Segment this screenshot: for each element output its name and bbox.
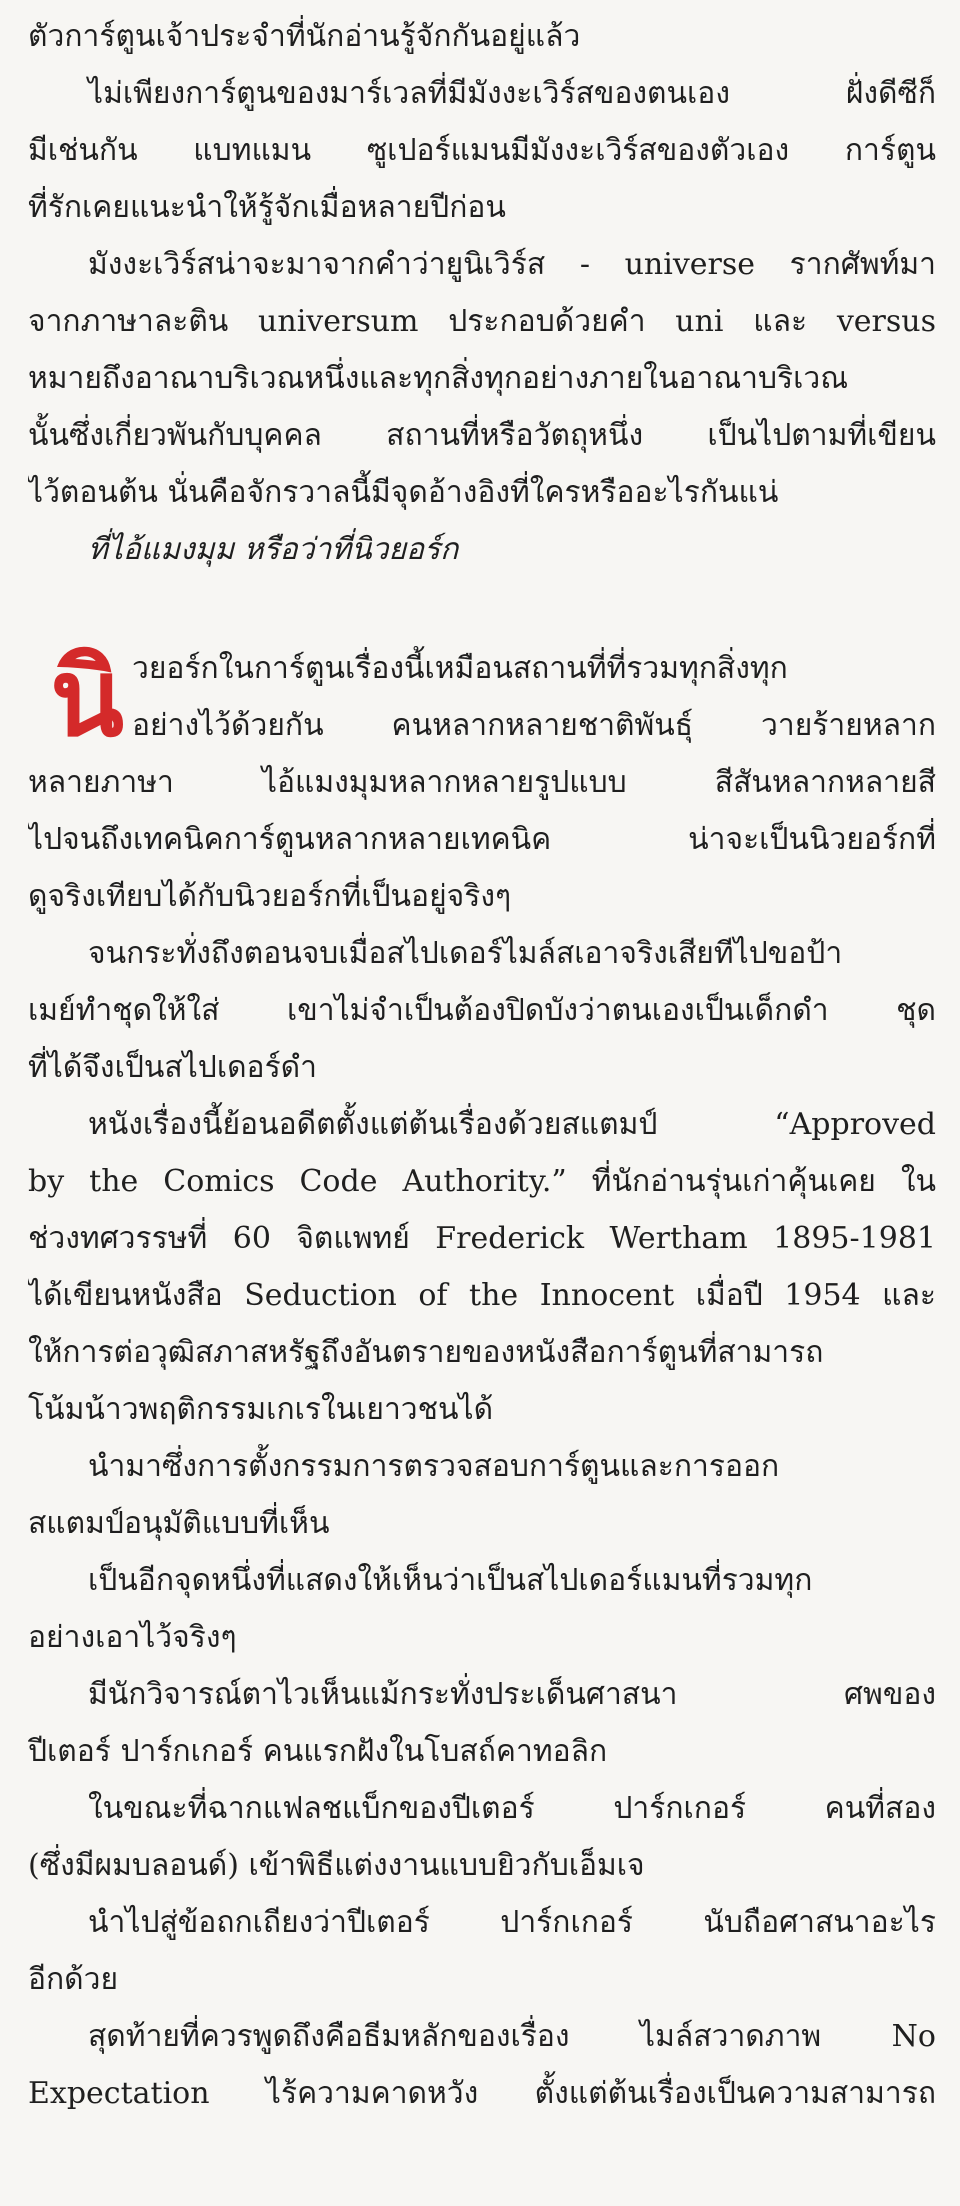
paragraph-1 [28,8,936,65]
paragraph-12 [28,2008,936,2122]
paragraph-5 [28,925,936,1096]
text-line: อีกด้วย [28,1962,119,1997]
text-line: (ซึ่งมีผมบลอนด์) เข้าพิธีแต่งงานแบบยิวกับเอ็มเจ [28,1848,645,1883]
paragraph-7 [28,1438,936,1552]
text-line: สแตมป์อนุมัติแบบที่เห็น [28,1506,330,1541]
text-line: ให้การต่อวุฒิสภาสหรัฐถึงอันตรายของหนังสือการ์ตูนที่สามารถ [28,1335,824,1370]
section-subheading: ที่ไอ้แมงมุม หรือว่าที่นิวยอร์ก [88,532,459,567]
text-line: จนกระทั่งถึงตอนจบเมื่อสไปเดอร์ไมล์สเอาจริงเสียทีไปขอป้า [88,936,843,971]
paragraph-3 [28,236,936,521]
text-line: ไม่เพียงการ์ตูนของมาร์เวลที่มีมังงะเวิร์สของตนเอง ฝั่งดีซีก็ [88,76,936,111]
paragraph-10 [28,1780,936,1894]
text-line: ช่วงทศวรรษที่ 60 จิตแพทย์ Frederick Wertham 1895-1981 [28,1221,936,1256]
text-line: หนังเรื่องนี้ย้อนอดีตตั้งแต่ต้นเรื่องด้วยสแตมป์ “Approved [88,1107,936,1142]
text-line: นั้นซึ่งเกี่ยวพันกับบุคคล สถานที่หรือวัตถุหนึ่ง เป็นไปตามที่เขียน [28,418,936,453]
text-line: นำไปสู่ข้อถกเถียงว่าปีเตอร์ ปาร์กเกอร์ นับถือศาสนาอะไร [88,1905,936,1940]
text-line: ดูจริงเทียบได้กับนิวยอร์กที่เป็นอยู่จริงๆ [28,879,512,914]
text-line: ในขณะที่ฉากแฟลชแบ็กของปีเตอร์ ปาร์กเกอร์ คนที่สอง [88,1791,936,1826]
section-gap [28,578,936,640]
text-line: เมย์ทำชุดให้ใส่ เขาไม่จำเป็นต้องปิดบังว่าตนเองเป็นเด็กดำ ชุด [28,993,936,1028]
paragraph-2 [28,65,936,236]
paragraph-11 [28,1894,936,2008]
text-line: มีนักวิจารณ์ตาไวเห็นแม้กระทั่งประเด็นศาสนา ศพของ [88,1677,936,1712]
text-line: อย่างเอาไว้จริงๆ [28,1620,237,1655]
text-line: ที่รักเคยแนะนำให้รู้จักเมื่อหลายปีก่อน [28,190,506,225]
text-line: ปีเตอร์ ปาร์กเกอร์ คนแรกฝังในโบสถ์คาทอลิก [28,1734,608,1769]
text-line: หมายถึงอาณาบริเวณหนึ่งและทุกสิ่งทุกอย่างภายในอาณาบริเวณ [28,361,849,396]
text-line: by the Comics Code Authority.” ที่นักอ่านรุ่นเก่าคุ้นเคย ใน [28,1164,936,1199]
text-line: Expectation ไร้ความคาดหวัง ตั้งแต่ต้นเรื่องเป็นความสามารถ [28,2076,936,2111]
text-line: จากภาษาละติน universum ประกอบด้วยคำ uni และ versus [28,304,936,339]
text-line: ที่ได้จึงเป็นสไปเดอร์ดำ [28,1050,318,1085]
text-line: ตัวการ์ตูนเจ้าประจำที่นักอ่านรู้จักกันอยู่แล้ว [28,19,581,54]
text-line: โน้มน้าวพฤติกรรมเกเรในเยาวชนได้ [28,1392,494,1427]
text-line: นำมาซึ่งการตั้งกรรมการตรวจสอบการ์ตูนและการออก [88,1449,780,1484]
paragraph-4 [28,635,936,925]
text-line: ได้เขียนหนังสือ Seduction of the Innocent เมื่อปี 1954 และ [28,1278,936,1313]
text-line: สุดท้ายที่ควรพูดถึงคือธีมหลักของเรื่อง ไมล์สวาดภาพ No [88,2019,936,2054]
drop-cap: นิ [50,635,124,761]
text-line: มีเช่นกัน แบทแมน ซูเปอร์แมนมีมังงะเวิร์สของตัวเอง การ์ตูน [28,133,936,168]
paragraph-8 [28,1552,936,1666]
text-line: มังงะเวิร์สน่าจะมาจากคำว่ายูนิเวิร์ส - universe รากศัพท์มา [88,247,936,282]
paragraph-9 [28,1666,936,1780]
text-line: ไว้ตอนต้น นั่นคือจักรวาลนี้มีจุดอ้างอิงที่ใครหรืออะไรกันแน่ [28,475,779,510]
text-line: ไปจนถึงเทคนิคการ์ตูนหลากหลายเทคนิค น่าจะเป็นนิวยอร์กที่ [28,822,936,857]
text-line: หลายภาษา ไอ้แมงมุมหลากหลายรูปแบบ สีสันหลากหลายสี [28,765,936,800]
text-line: เป็นอีกจุดหนึ่งที่แสดงให้เห็นว่าเป็นสไปเดอร์แมนที่รวมทุก [88,1563,813,1598]
text-line: วยอร์กในการ์ตูนเรื่องนี้เหมือนสถานที่ที่รวมทุกสิ่งทุก [132,651,788,686]
paragraph-6 [28,1096,936,1438]
text-line: อย่างไว้ด้วยกัน คนหลากหลายชาติพันธุ์ วายร้ายหลาก [132,708,936,743]
